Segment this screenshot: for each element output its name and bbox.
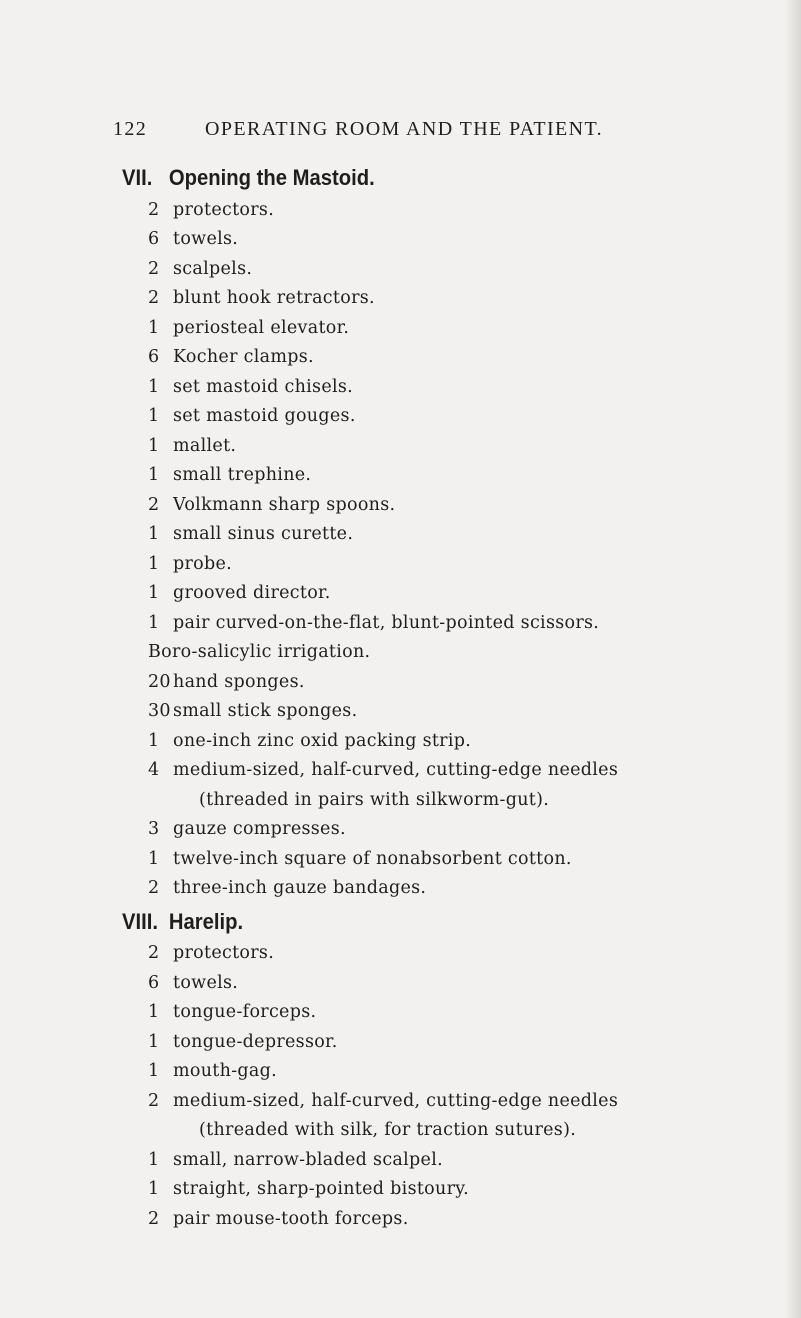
item-text: three-inch gauze bandages. bbox=[173, 878, 427, 898]
item-text: protectors. bbox=[173, 199, 275, 220]
item-text: tongue-forceps. bbox=[173, 1002, 317, 1022]
item-quantity: 1 bbox=[148, 1179, 160, 1199]
item-text: small, narrow-bladed scalpel. bbox=[173, 1149, 443, 1170]
item-quantity: 30 bbox=[148, 701, 171, 721]
list-item bbox=[122, 284, 762, 314]
page-content bbox=[122, 160, 762, 1234]
page-edge bbox=[785, 0, 801, 1318]
list-item bbox=[122, 756, 762, 815]
page-number: 122 bbox=[113, 118, 148, 140]
item-text: periosteal elevator. bbox=[173, 317, 350, 338]
item-text: hand sponges. bbox=[173, 671, 305, 692]
list-item bbox=[122, 491, 762, 521]
list-item bbox=[122, 461, 762, 491]
item-quantity: 6 bbox=[148, 229, 160, 249]
item-text: small sinus curette. bbox=[173, 524, 354, 544]
item-text: protectors. bbox=[173, 943, 275, 963]
item-text: Boro-salicylic irrigation. bbox=[148, 642, 371, 662]
list-item bbox=[122, 815, 762, 845]
item-text-continuation: (threaded with silk, for traction sutures). bbox=[199, 1120, 577, 1140]
item-text: pair curved-on-the-flat, blunt-pointed scissors. bbox=[173, 612, 600, 633]
item-text: mallet. bbox=[173, 435, 237, 456]
section-heading bbox=[122, 160, 711, 196]
list-item bbox=[122, 520, 762, 550]
item-quantity: 2 bbox=[148, 1090, 160, 1111]
item-text: tongue-depressor. bbox=[173, 1031, 338, 1052]
item-quantity: 1 bbox=[148, 435, 160, 456]
list-item bbox=[122, 609, 762, 639]
running-title: OPERATING ROOM AND THE PATIENT. bbox=[205, 118, 604, 140]
item-text: small trephine. bbox=[173, 465, 312, 485]
item-text: mouth-gag. bbox=[173, 1061, 278, 1081]
list-item bbox=[122, 196, 762, 226]
item-text: small stick sponges. bbox=[173, 701, 358, 721]
item-quantity: 2 bbox=[148, 288, 160, 308]
item-text: towels. bbox=[173, 229, 239, 249]
item-quantity: 1 bbox=[148, 317, 160, 338]
item-quantity: 1 bbox=[148, 1002, 160, 1022]
item-quantity: 6 bbox=[148, 972, 160, 993]
list-item bbox=[122, 402, 762, 432]
list-item bbox=[122, 373, 762, 403]
item-text: blunt hook retractors. bbox=[173, 288, 375, 308]
list-item bbox=[122, 343, 762, 373]
section-title: Opening the Mastoid. bbox=[168, 165, 375, 190]
item-quantity: 1 bbox=[148, 406, 160, 426]
item-quantity: 1 bbox=[148, 465, 160, 485]
list-item bbox=[122, 432, 762, 462]
item-text: Kocher clamps. bbox=[173, 347, 314, 367]
item-quantity: 2 bbox=[148, 878, 160, 898]
item-quantity: 20 bbox=[148, 671, 171, 692]
item-quantity: 2 bbox=[148, 943, 160, 963]
list-item bbox=[122, 1028, 762, 1058]
item-text: straight, sharp-pointed bistoury. bbox=[173, 1179, 469, 1199]
item-quantity: 1 bbox=[148, 1149, 160, 1170]
item-text: one-inch zinc oxid packing strip. bbox=[173, 730, 472, 751]
list-item bbox=[122, 255, 762, 285]
list-item bbox=[122, 579, 762, 609]
item-quantity: 1 bbox=[148, 524, 160, 544]
list-item bbox=[122, 727, 762, 757]
item-text: probe. bbox=[173, 553, 233, 574]
list-item bbox=[122, 668, 762, 698]
list-item bbox=[122, 225, 762, 255]
item-quantity: 2 bbox=[148, 199, 160, 220]
item-text: Volkmann sharp spoons. bbox=[173, 494, 396, 515]
list-item bbox=[122, 1087, 762, 1146]
section bbox=[122, 904, 762, 1235]
item-quantity: 3 bbox=[148, 819, 160, 839]
item-quantity: 1 bbox=[148, 376, 160, 397]
list-item bbox=[122, 1057, 762, 1087]
page-header bbox=[113, 118, 653, 144]
section-title: Harelip. bbox=[168, 908, 244, 934]
item-text: grooved director. bbox=[173, 583, 331, 603]
item-quantity: 1 bbox=[148, 612, 160, 633]
list-item bbox=[122, 969, 762, 999]
list-item bbox=[122, 314, 762, 344]
item-text: scalpels. bbox=[173, 258, 253, 279]
list-item bbox=[122, 998, 762, 1028]
list-item bbox=[122, 845, 762, 875]
item-quantity: 2 bbox=[148, 494, 160, 515]
item-quantity: 4 bbox=[148, 760, 160, 780]
item-quantity: 6 bbox=[148, 347, 160, 367]
section-numeral: VIII. bbox=[122, 908, 158, 934]
item-text: medium-sized, half-curved, cutting-edge needles bbox=[173, 1090, 619, 1111]
list-item bbox=[122, 874, 762, 904]
item-text: medium-sized, half-curved, cutting-edge needles bbox=[173, 760, 619, 780]
item-text: twelve-inch square of nonabsorbent cotton. bbox=[173, 848, 572, 869]
list-item bbox=[122, 1175, 762, 1205]
item-quantity: 1 bbox=[148, 730, 160, 751]
list-item bbox=[122, 638, 762, 668]
section bbox=[122, 160, 762, 904]
section-numeral: VII. bbox=[122, 165, 153, 190]
item-text: set mastoid gouges. bbox=[173, 406, 356, 426]
item-quantity: 2 bbox=[148, 258, 160, 279]
item-quantity: 1 bbox=[148, 848, 160, 869]
item-quantity: 1 bbox=[148, 583, 160, 603]
list-item bbox=[122, 550, 762, 580]
section-heading bbox=[122, 904, 711, 940]
item-quantity: 1 bbox=[148, 1031, 160, 1052]
item-text: gauze compresses. bbox=[173, 819, 346, 839]
item-text: pair mouse-tooth forceps. bbox=[173, 1208, 409, 1229]
list-item bbox=[122, 1146, 762, 1176]
item-text-continuation: (threaded in pairs with silkworm-gut). bbox=[199, 789, 550, 810]
list-item bbox=[122, 1205, 762, 1235]
item-quantity: 1 bbox=[148, 1061, 160, 1081]
list-item bbox=[122, 697, 762, 727]
list-item bbox=[122, 939, 762, 969]
item-quantity: 2 bbox=[148, 1208, 160, 1229]
item-text: set mastoid chisels. bbox=[173, 376, 354, 397]
item-quantity: 1 bbox=[148, 553, 160, 574]
item-text: towels. bbox=[173, 972, 239, 993]
